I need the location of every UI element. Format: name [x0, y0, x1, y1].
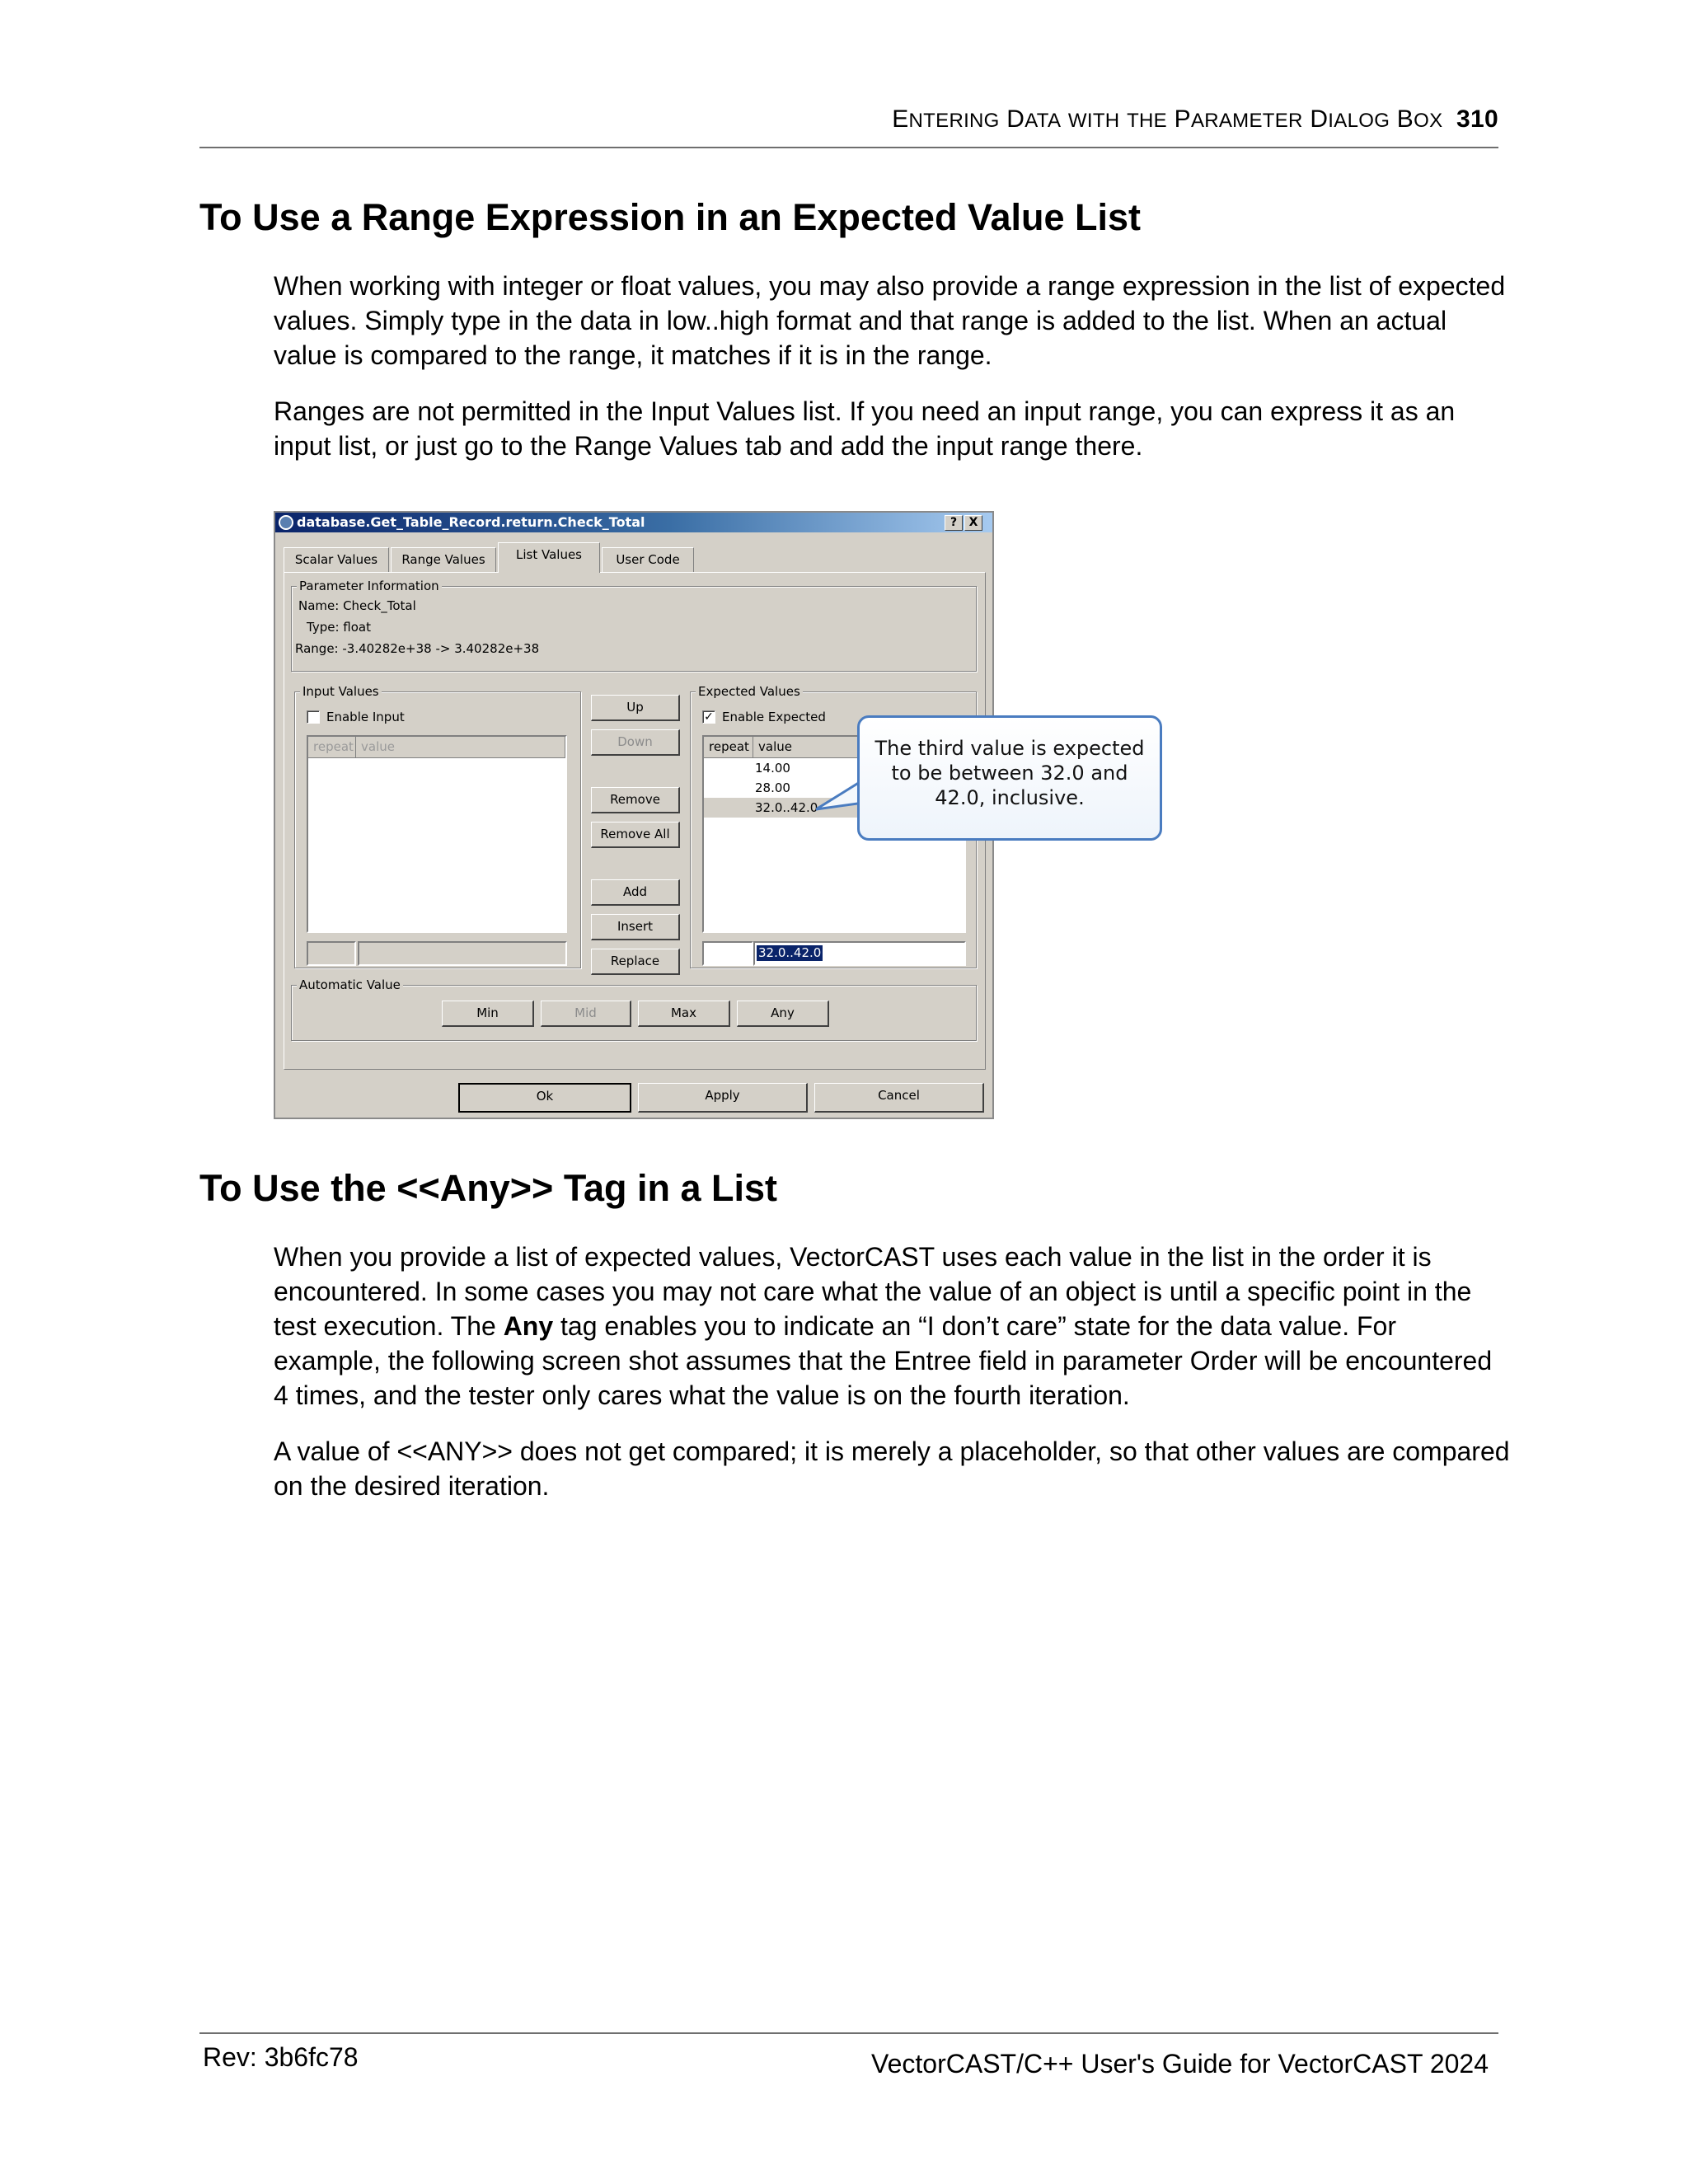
running-header-word: DIALOG [1310, 105, 1390, 133]
expected-repeat-field[interactable] [702, 941, 753, 966]
paragraph-range-input-note: Ranges are not permitted in the Input Values list. If you need an input range, you can express it as an input list, or just go to the Range Values tab and add the input range there. [274, 396, 1456, 461]
expected-col-repeat: repeat [704, 737, 753, 758]
up-button[interactable]: Up [591, 695, 680, 721]
enable-input-label: Enable Input [326, 710, 405, 724]
down-button[interactable]: Down [591, 729, 680, 756]
tab-user-code[interactable]: User Code [602, 547, 694, 572]
tab-range-values[interactable]: Range Values [391, 547, 496, 572]
apply-button[interactable]: Apply [638, 1083, 808, 1113]
mid-button[interactable]: Mid [541, 1001, 631, 1027]
app-icon [279, 515, 293, 530]
footer-rule [199, 2032, 1498, 2034]
replace-button[interactable]: Replace [591, 949, 680, 975]
expected-col-value: value [753, 737, 964, 758]
running-header-word: BOX [1396, 105, 1443, 133]
expected-row-2-value: 28.00 [755, 780, 790, 795]
paragraph-any-tag-part1: When you provide a list of expected values, VectorCAST uses each value in the list in the order it is encountered. In some cases you may not care what the value of an object is until a specific point in the test execution. The [274, 1242, 1472, 1341]
ok-button[interactable]: Ok [458, 1083, 631, 1113]
automatic-value-group [291, 977, 977, 1041]
paragraph-any-tag-intro [274, 1240, 1510, 1413]
close-button[interactable]: X [964, 515, 982, 531]
parameter-information-group [291, 579, 977, 672]
running-header-word: WITH [1067, 110, 1120, 132]
running-header-word: PARAMETER [1174, 105, 1303, 133]
help-button[interactable]: ? [945, 515, 963, 531]
enable-expected-label: Enable Expected [722, 710, 826, 724]
paragraph-any-tag-part2: tag enables you to indicate an “I don’t care” state for the data value. For example, the following screen shot assumes that the Entree field in parameter Order will be encountered 4 times, and the tester only cares what the value is on the fourth iteration. [274, 1311, 1493, 1410]
input-values-title: Input Values [300, 684, 382, 699]
expected-value-field[interactable] [753, 941, 966, 966]
expected-row-3-value: 32.0..42.0 [755, 800, 818, 815]
tab-list-values[interactable]: List Values [498, 542, 600, 573]
revision-label: Rev: 3b6fc78 [203, 2042, 359, 2072]
expected-value-selection: 32.0..42.0 [758, 945, 822, 960]
running-header-word: ENTERING [892, 105, 1000, 133]
running-header [199, 105, 1498, 148]
page-number: 310 [1456, 105, 1498, 133]
dialog-title: database.Get_Table_Record.return.Check_Total [297, 514, 645, 530]
parameter-name: Name: Check_Total [298, 598, 416, 613]
input-col-value: value [356, 737, 565, 758]
add-button[interactable]: Add [591, 879, 680, 906]
input-col-repeat: repeat [308, 737, 356, 758]
section-heading-range-expression: To Use a Range Expression in an Expected Value List [199, 196, 1142, 238]
cancel-button[interactable]: Cancel [814, 1083, 984, 1113]
input-value-field [358, 941, 567, 966]
section-heading-any-tag: To Use the <<Any>> Tag in a List [199, 1167, 778, 1209]
tab-scalar-values[interactable]: Scalar Values [284, 547, 389, 572]
insert-button[interactable]: Insert [591, 914, 680, 940]
input-values-list[interactable] [307, 735, 567, 933]
expected-row-1-value: 14.00 [755, 761, 790, 776]
running-header-word: DATA [1006, 105, 1062, 133]
running-header-text [892, 105, 1498, 134]
parameter-range: Range: -3.40282e+38 -> 3.40282e+38 [295, 641, 540, 656]
remove-button[interactable]: Remove [591, 787, 680, 813]
automatic-value-title: Automatic Value [297, 977, 403, 992]
any-keyword: Any [503, 1311, 554, 1341]
enable-expected-checkbox[interactable]: ✓ [702, 710, 715, 724]
remove-all-button[interactable]: Remove All [591, 822, 680, 848]
parameter-information-title: Parameter Information [297, 579, 442, 593]
min-button[interactable]: Min [442, 1001, 534, 1027]
input-repeat-field [307, 941, 356, 966]
paragraph-range-expression-intro: When working with integer or float values, you may also provide a range expression in the list of expected values. Simply type in the data in low..high format and that range is added to the list. When an actual value is compared to the range, it matches if it is in the range. [274, 271, 1506, 370]
running-header-title [892, 105, 1450, 133]
enable-input-checkbox[interactable] [307, 710, 320, 724]
expected-values-title: Expected Values [696, 684, 803, 699]
guide-title: VectorCAST/C++ User's Guide for VectorCAST 2024 [871, 2049, 1489, 2079]
callout-note: The third value is expected to be between 32.0 and 42.0, inclusive. [857, 715, 1162, 841]
paragraph-any-placeholder: A value of <<ANY>> does not get compared; it is merely a placeholder, so that other values are compared on the desired iteration. [274, 1436, 1510, 1501]
dialog-titlebar [275, 513, 992, 532]
max-button[interactable]: Max [638, 1001, 730, 1027]
input-list-header [308, 737, 565, 758]
parameter-type: Type: float [307, 620, 371, 635]
running-header-word: THE [1127, 110, 1167, 132]
any-button[interactable]: Any [737, 1001, 829, 1027]
input-values-group [294, 684, 581, 968]
